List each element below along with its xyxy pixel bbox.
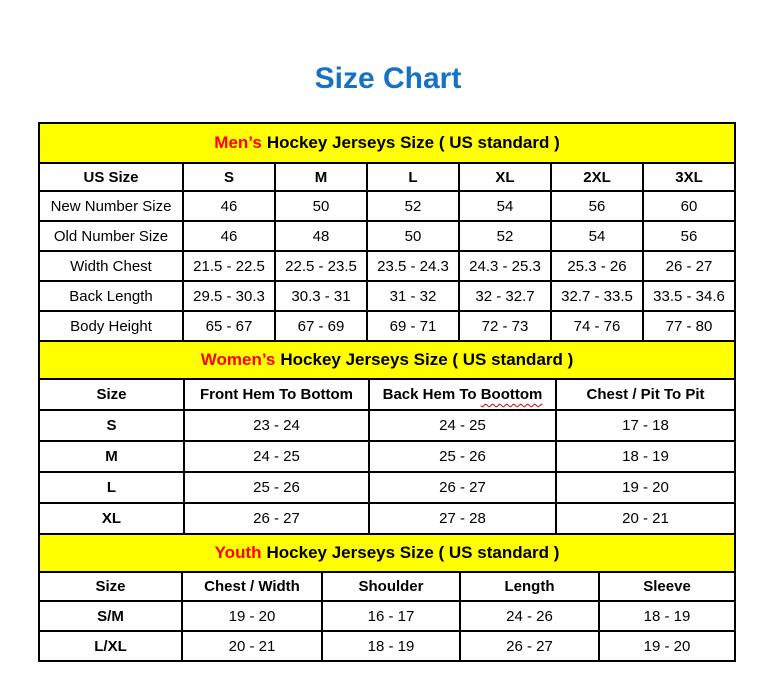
cell: 52 <box>459 221 551 251</box>
mens-size-table <box>38 122 736 342</box>
cell: 19 - 20 <box>182 601 322 631</box>
cell: 24 - 25 <box>369 410 556 441</box>
table-row <box>39 221 735 251</box>
cell: 50 <box>367 221 459 251</box>
cell: 56 <box>551 191 643 221</box>
youth-col-length: Length <box>460 572 599 601</box>
youth-column-header-row <box>39 572 735 601</box>
youth-accent-label: Youth <box>214 543 262 562</box>
womens-col-size: Size <box>39 379 184 410</box>
row-label: Width Chest <box>39 251 183 281</box>
cell: 60 <box>643 191 735 221</box>
cell: 21.5 - 22.5 <box>183 251 275 281</box>
table-row <box>39 601 735 631</box>
table-row <box>39 631 735 661</box>
cell: 30.3 - 31 <box>275 281 367 311</box>
youth-col-sleeve: Sleeve <box>599 572 735 601</box>
table-row <box>39 503 735 534</box>
cell: 65 - 67 <box>183 311 275 341</box>
cell: 23.5 - 24.3 <box>367 251 459 281</box>
cell: 46 <box>183 191 275 221</box>
cell: 54 <box>459 191 551 221</box>
row-label: Body Height <box>39 311 183 341</box>
size-tables-container <box>38 122 734 662</box>
mens-col-2xl: 2XL <box>551 163 643 191</box>
cell: 18 - 19 <box>322 631 460 661</box>
cell: 24 - 25 <box>184 441 369 472</box>
womens-size-table <box>38 340 736 535</box>
back-hem-misspelled-word: Boottom <box>480 386 543 403</box>
cell: 18 - 19 <box>599 601 735 631</box>
youth-size-table <box>38 533 736 662</box>
table-row <box>39 441 735 472</box>
row-label: Old Number Size <box>39 221 183 251</box>
youth-col-size: Size <box>39 572 182 601</box>
cell: 27 - 28 <box>369 503 556 534</box>
cell: 67 - 69 <box>275 311 367 341</box>
mens-header-text: Hockey Jerseys Size ( US standard ) <box>266 133 560 152</box>
cell: 26 - 27 <box>460 631 599 661</box>
row-label: L/XL <box>39 631 182 661</box>
table-row <box>39 251 735 281</box>
youth-section-header <box>39 534 735 572</box>
cell: 52 <box>367 191 459 221</box>
womens-header-text: Hockey Jerseys Size ( US standard ) <box>280 350 574 369</box>
cell: 32.7 - 33.5 <box>551 281 643 311</box>
cell: 23 - 24 <box>184 410 369 441</box>
back-hem-prefix: Back Hem To <box>382 386 477 403</box>
mens-column-header-row <box>39 163 735 191</box>
mens-col-us-size: US Size <box>39 163 183 191</box>
cell: 26 - 27 <box>643 251 735 281</box>
cell: 31 - 32 <box>367 281 459 311</box>
cell: 72 - 73 <box>459 311 551 341</box>
cell: 16 - 17 <box>322 601 460 631</box>
mens-col-m: M <box>275 163 367 191</box>
mens-col-xl: XL <box>459 163 551 191</box>
cell: 20 - 21 <box>182 631 322 661</box>
cell: 19 - 20 <box>599 631 735 661</box>
womens-accent-label: Women’s <box>200 350 276 369</box>
cell: 48 <box>275 221 367 251</box>
cell: 20 - 21 <box>556 503 735 534</box>
cell: 56 <box>643 221 735 251</box>
mens-col-s: S <box>183 163 275 191</box>
cell: 18 - 19 <box>556 441 735 472</box>
cell: 26 - 27 <box>369 472 556 503</box>
mens-section-header-row <box>39 123 735 163</box>
cell: 17 - 18 <box>556 410 735 441</box>
row-label: Back Length <box>39 281 183 311</box>
cell: 69 - 71 <box>367 311 459 341</box>
row-label: New Number Size <box>39 191 183 221</box>
youth-header-text: Hockey Jerseys Size ( US standard ) <box>266 543 560 562</box>
cell: 77 - 80 <box>643 311 735 341</box>
cell: 33.5 - 34.6 <box>643 281 735 311</box>
cell: 46 <box>183 221 275 251</box>
youth-section-header-row <box>39 534 735 572</box>
cell: 24.3 - 25.3 <box>459 251 551 281</box>
table-row <box>39 191 735 221</box>
mens-col-l: L <box>367 163 459 191</box>
cell: 74 - 76 <box>551 311 643 341</box>
table-row <box>39 410 735 441</box>
cell: 50 <box>275 191 367 221</box>
cell: 24 - 26 <box>460 601 599 631</box>
cell: 29.5 - 30.3 <box>183 281 275 311</box>
table-row <box>39 281 735 311</box>
cell: 25.3 - 26 <box>551 251 643 281</box>
womens-column-header-row <box>39 379 735 410</box>
cell: 25 - 26 <box>184 472 369 503</box>
cell: 22.5 - 23.5 <box>275 251 367 281</box>
youth-col-shoulder: Shoulder <box>322 572 460 601</box>
page-title: Size Chart <box>314 62 462 95</box>
row-label: M <box>39 441 184 472</box>
table-row <box>39 472 735 503</box>
cell: 54 <box>551 221 643 251</box>
row-label: S/M <box>39 601 182 631</box>
row-label: XL <box>39 503 184 534</box>
mens-section-header <box>39 123 735 163</box>
womens-section-header <box>39 341 735 379</box>
table-row <box>39 311 735 341</box>
cell: 26 - 27 <box>184 503 369 534</box>
row-label: S <box>39 410 184 441</box>
cell: 19 - 20 <box>556 472 735 503</box>
mens-accent-label: Men’s <box>214 133 262 152</box>
womens-section-header-row <box>39 341 735 379</box>
cell: 25 - 26 <box>369 441 556 472</box>
cell: 32 - 32.7 <box>459 281 551 311</box>
mens-col-3xl: 3XL <box>643 163 735 191</box>
womens-col-back-hem <box>369 379 556 410</box>
row-label: L <box>39 472 184 503</box>
womens-col-front-hem: Front Hem To Bottom <box>184 379 369 410</box>
youth-col-chest-width: Chest / Width <box>182 572 322 601</box>
womens-col-chest: Chest / Pit To Pit <box>556 379 735 410</box>
